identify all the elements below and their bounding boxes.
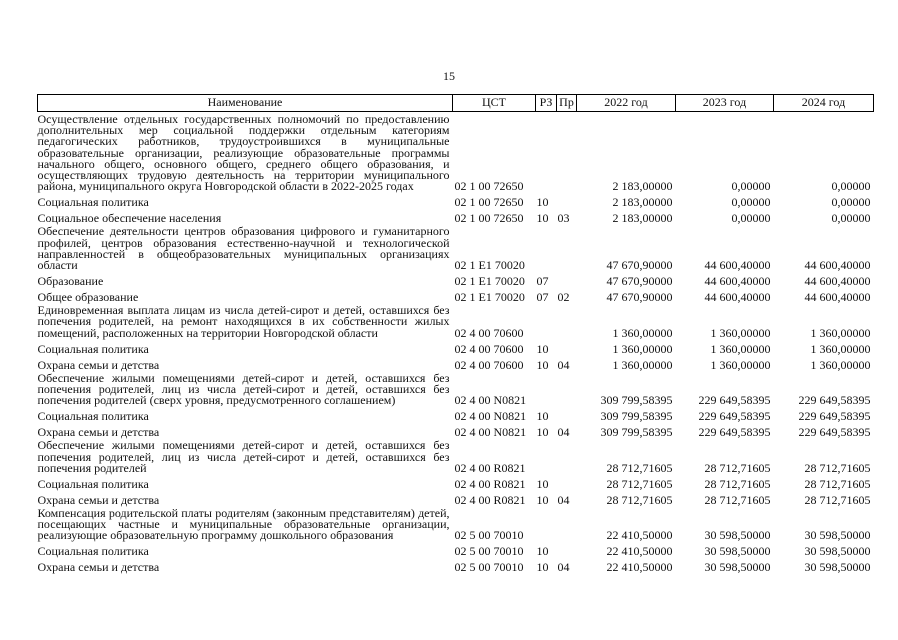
row-pr [557,438,577,474]
row-value-2023: 229 649,58395 [698,409,771,424]
row-value-2024: 229 649,58395 [798,409,871,424]
table-row [38,558,874,574]
row-value-2022: 2 183,00000 [612,211,673,226]
row-name [38,542,453,558]
table-row [38,355,874,371]
row-rz [536,371,557,407]
row-cst: 02 4 00 R0821 [454,460,526,475]
row-name [38,422,453,438]
row-name-text: Социальная политика [37,195,149,210]
row-pr [557,474,577,490]
row-name-text: Образование [37,274,104,289]
table-row [38,422,874,438]
row-cst: 02 4 00 70600 [454,357,524,372]
row-name-text: Общее образование [37,290,139,305]
table-row [38,474,874,490]
row-name-text: Охрана семьи и детства [37,492,160,507]
row-pr: 04 [557,492,570,507]
row-value-2024: 44 600,40000 [804,258,871,273]
row-value-2024: 1 360,00000 [810,357,871,372]
row-value-2022: 309 799,58395 [600,393,673,408]
table-row [38,490,874,506]
row-value-2022: 47 670,90000 [606,258,673,273]
row-cst: 02 4 00 R0821 [454,476,526,491]
row-pr: 04 [557,560,570,575]
table-row [38,192,874,208]
row-pr [557,542,577,558]
table-row [38,371,874,407]
row-value-2024: 229 649,58395 [798,425,871,440]
row-value-2022: 309 799,58395 [600,409,673,424]
row-name [38,224,453,271]
table-row [38,406,874,422]
row-value-2023: 1 360,00000 [710,357,771,372]
row-value-2022: 28 712,71605 [606,492,673,507]
table-row [38,506,874,542]
row-value-2024: 1 360,00000 [810,341,871,356]
row-rz: 07 [536,274,549,289]
row-name [38,339,453,355]
row-name-text: Осуществление отдельных государственных полномочий по предоставлению дополнительных мер социальной поддержки отдельным категориям педагогических работников, трудоустроившихся в муниципальные образовательные организации, реализующие образовательные программы начального общего, основного общего, среднего общего образования, и осуществляющих трудовую деятельность на территории муниципального района, муниципального округа Новгородской области в 2022-2025 годах [37,112,450,194]
row-value-2024: 0,00000 [831,211,871,226]
row-rz: 10 [536,492,549,507]
row-pr [557,192,577,208]
row-cst: 02 5 00 70010 [454,544,524,559]
row-name-text: Социальная политика [37,544,149,559]
row-cst: 02 5 00 70010 [454,560,524,575]
row-cst: 02 1 00 72650 [454,211,524,226]
row-pr [557,224,577,271]
row-rz: 10 [536,425,549,440]
row-name [38,355,453,371]
row-pr [557,506,577,542]
row-value-2023: 28 712,71605 [704,492,771,507]
row-name [38,287,453,303]
row-value-2023: 44 600,40000 [704,290,771,305]
row-value-2022: 28 712,71605 [606,460,673,475]
row-value-2023: 30 598,50000 [704,528,771,543]
row-value-2024: 0,00000 [831,195,871,210]
row-name-text: Обеспечение жилыми помещениями детей-сирот и детей, оставшихся без попечения родителей, лиц из числа детей-сирот и детей, оставшихся без попечения родителей [37,438,450,475]
row-name [38,371,453,407]
row-name-text: Обеспечение деятельности центров образования цифрового и гуманитарного профилей, центров образования естественно-научной и технологической направленностей в общеобразовательных муниципальных организациях области [37,224,450,273]
row-name [38,438,453,474]
row-pr [557,406,577,422]
row-value-2022: 22 410,50000 [606,528,673,543]
row-value-2023: 30 598,50000 [704,544,771,559]
row-value-2023: 1 360,00000 [710,325,771,340]
row-cst: 02 4 00 N0821 [454,393,527,408]
row-rz [536,438,557,474]
row-value-2023: 229 649,58395 [698,425,771,440]
row-name [38,558,453,574]
row-name [38,112,453,193]
row-value-2024: 30 598,50000 [804,560,871,575]
header-cst: ЦСТ [453,95,536,112]
row-cst: 02 4 00 R0821 [454,492,526,507]
row-name [38,506,453,542]
row-value-2023: 28 712,71605 [704,476,771,491]
row-name-text: Социальная политика [37,409,149,424]
row-value-2024: 28 712,71605 [804,492,871,507]
row-name-text: Охрана семьи и детства [37,357,160,372]
row-value-2022: 2 183,00000 [612,179,673,194]
row-pr: 04 [557,357,570,372]
row-value-2023: 0,00000 [731,195,771,210]
row-value-2023: 30 598,50000 [704,560,771,575]
row-cst: 02 4 00 70600 [454,341,524,356]
row-rz: 10 [536,357,549,372]
row-value-2023: 0,00000 [731,211,771,226]
row-value-2024: 44 600,40000 [804,290,871,305]
row-value-2024: 28 712,71605 [804,460,871,475]
row-value-2022: 47 670,90000 [606,274,673,289]
row-pr [557,271,577,287]
row-rz [536,303,557,339]
row-value-2022: 22 410,50000 [606,544,673,559]
row-value-2023: 0,00000 [731,179,771,194]
table-row [38,542,874,558]
row-rz: 07 [536,290,549,305]
row-cst: 02 4 00 70600 [454,325,524,340]
header-2023: 2023 год [676,95,774,112]
table-row [38,271,874,287]
table-row [38,287,874,303]
row-name [38,208,453,224]
row-name [38,490,453,506]
table-row [38,339,874,355]
row-name-text: Охрана семьи и детства [37,425,160,440]
row-value-2022: 309 799,58395 [600,425,673,440]
row-value-2022: 28 712,71605 [606,476,673,491]
header-pr: Пр [557,95,577,112]
row-rz: 10 [536,409,549,424]
row-cst: 02 1 00 72650 [454,195,524,210]
row-pr [557,112,577,193]
row-pr: 03 [557,211,570,226]
row-rz [536,112,557,193]
row-pr [557,371,577,407]
row-value-2024: 229 649,58395 [798,393,871,408]
table-row [38,438,874,474]
row-name-text: Социальное обеспечение населения [37,211,222,226]
row-name-text: Обеспечение жилыми помещениями детей-сирот и детей, оставшихся без попечения родителей, лиц из числа детей-сирот и детей, оставшихся без попечения родителей (сверх уровня, предусмотренного соглашением) [37,370,450,408]
row-value-2022: 2 183,00000 [612,195,673,210]
row-pr: 04 [557,425,570,440]
row-value-2023: 1 360,00000 [710,341,771,356]
table-row [38,224,874,271]
row-value-2023: 28 712,71605 [704,460,771,475]
row-value-2022: 1 360,00000 [612,341,673,356]
row-rz: 10 [536,544,549,559]
row-value-2023: 229 649,58395 [698,393,771,408]
table-row [38,112,874,193]
row-name-text: Социальная политика [37,476,149,491]
row-name-text: Социальная политика [37,341,149,356]
header-2022: 2022 год [577,95,676,112]
row-value-2024: 30 598,50000 [804,528,871,543]
row-name [38,406,453,422]
row-value-2024: 0,00000 [831,179,871,194]
row-rz [536,506,557,542]
row-name [38,474,453,490]
budget-table [37,94,874,574]
row-pr [557,303,577,339]
row-cst: 02 4 00 N0821 [454,409,527,424]
row-value-2023: 44 600,40000 [704,258,771,273]
header-name: Наименование [38,95,453,112]
table-body [38,112,874,574]
row-name-text: Охрана семьи и детства [37,560,160,575]
row-cst: 02 5 00 70010 [454,528,524,543]
row-name [38,192,453,208]
row-value-2024: 1 360,00000 [810,325,871,340]
table-row [38,303,874,339]
row-value-2022: 47 670,90000 [606,290,673,305]
row-cst: 02 1 00 72650 [454,179,524,194]
row-value-2024: 28 712,71605 [804,476,871,491]
row-rz: 10 [536,341,549,356]
row-value-2023: 44 600,40000 [704,274,771,289]
row-value-2024: 44 600,40000 [804,274,871,289]
row-name [38,303,453,339]
row-cst: 02 1 E1 70020 [454,274,525,289]
header-rz: РЗ [536,95,557,112]
row-name [38,271,453,287]
row-rz: 10 [536,211,549,226]
row-pr [557,339,577,355]
row-rz: 10 [536,476,549,491]
row-name-text: Компенсация родительской платы родителям (законным представителям) детей, посещающих частные и муниципальные образовательные организации, реализующие образовательную программу дошкольного образования [37,506,450,543]
row-value-2022: 1 360,00000 [612,325,673,340]
page-number: 15 [443,69,455,83]
row-value-2022: 1 360,00000 [612,357,673,372]
row-cst: 02 1 E1 70020 [454,290,525,305]
row-value-2022: 22 410,50000 [606,560,673,575]
row-rz: 10 [536,195,549,210]
row-value-2024: 30 598,50000 [804,544,871,559]
header-2024: 2024 год [774,95,874,112]
table-header-row [38,95,874,112]
row-rz: 10 [536,560,549,575]
table-row [38,208,874,224]
row-cst: 02 1 E1 70020 [454,258,525,273]
row-cst: 02 4 00 N0821 [454,425,527,440]
row-rz [536,224,557,271]
row-pr: 02 [557,290,570,305]
row-name-text: Единовременная выплата лицам из числа детей-сирот и детей, оставшихся без попечения родителей, на ремонт находящихся в их собственности жилых помещений, расположенных на территории Новгородской области [37,303,450,340]
